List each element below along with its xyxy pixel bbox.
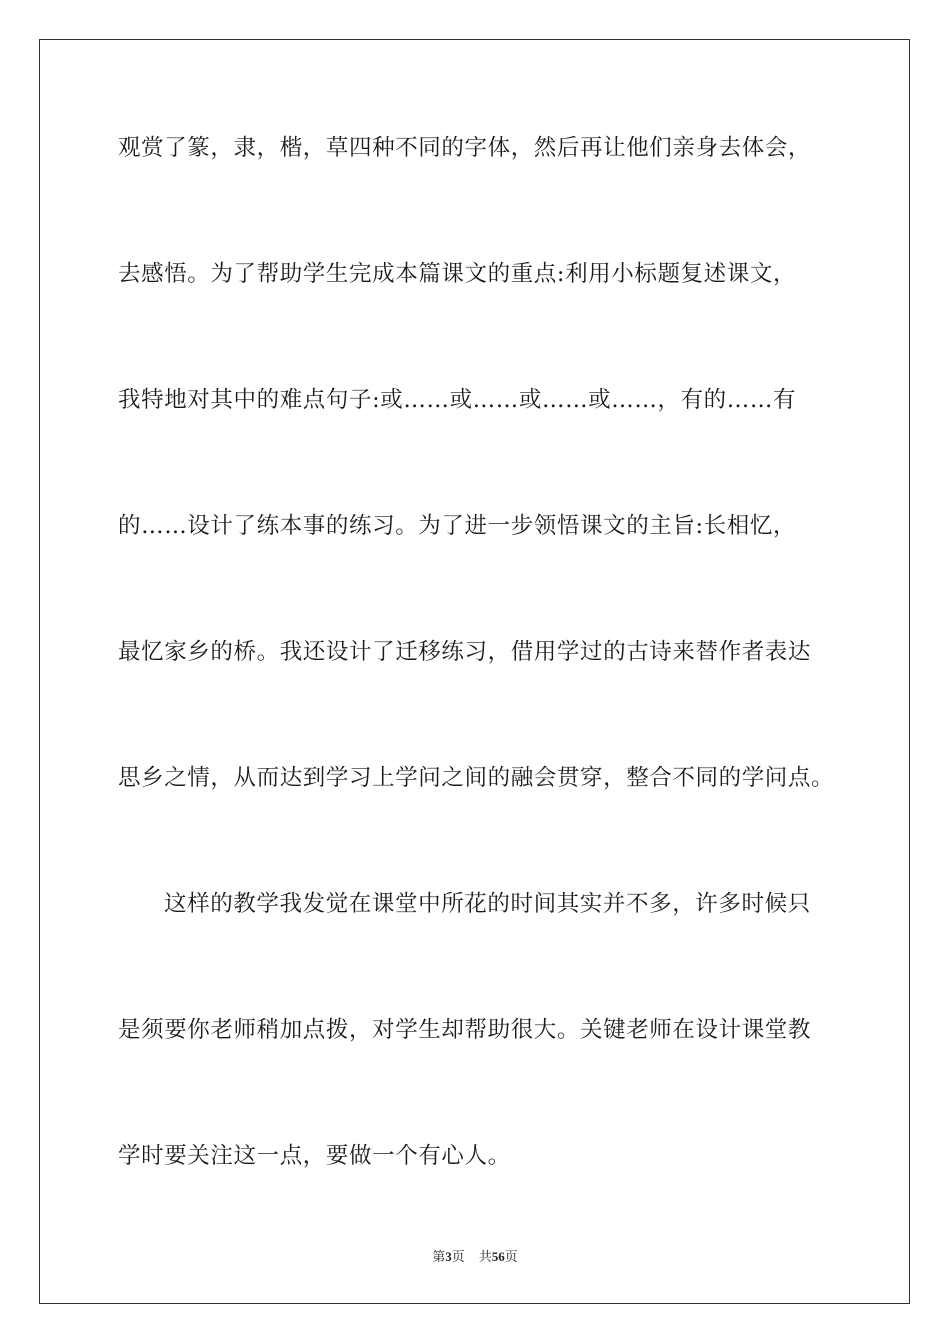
page-footer: [0, 1246, 950, 1265]
total-prefix: 共: [478, 1249, 492, 1264]
page-prefix: 第: [432, 1249, 446, 1264]
text-line: 思乡之情，从而达到学习上学问之间的融会贯穿，整合不同的学问点。: [118, 765, 835, 791]
text-line: 观赏了篆，隶，楷，草四种不同的字体，然后再让他们亲身去体会，: [118, 135, 812, 161]
text-line: 是须要你老师稍加点拨，对学生却帮助很大。关键老师在设计课堂教: [118, 1017, 812, 1043]
page-suffix: 页: [451, 1249, 465, 1264]
document-body: [118, 120, 848, 1254]
paragraph-start-line: 这样的教学我发觉在课堂中所花的时间其实并不多，许多时候只: [164, 891, 811, 917]
total-pages: 56: [491, 1249, 505, 1264]
text-line: 的……设计了练本事的练习。为了进一步领悟课文的主旨:长相忆，: [118, 513, 797, 539]
text-line: 我特地对其中的难点句子:或……或……或……或……，有的……有: [118, 387, 797, 413]
page-number: 3: [445, 1249, 452, 1264]
text-line: 去感悟。为了帮助学生完成本篇课文的重点:利用小标题复述课文，: [118, 261, 797, 287]
total-suffix: 页: [504, 1249, 518, 1264]
text-line: 学时要关注这一点，要做一个有心人。: [118, 1143, 511, 1169]
text-line: 最忆家乡的桥。我还设计了迁移练习，借用学过的古诗来替作者表达: [118, 639, 812, 665]
